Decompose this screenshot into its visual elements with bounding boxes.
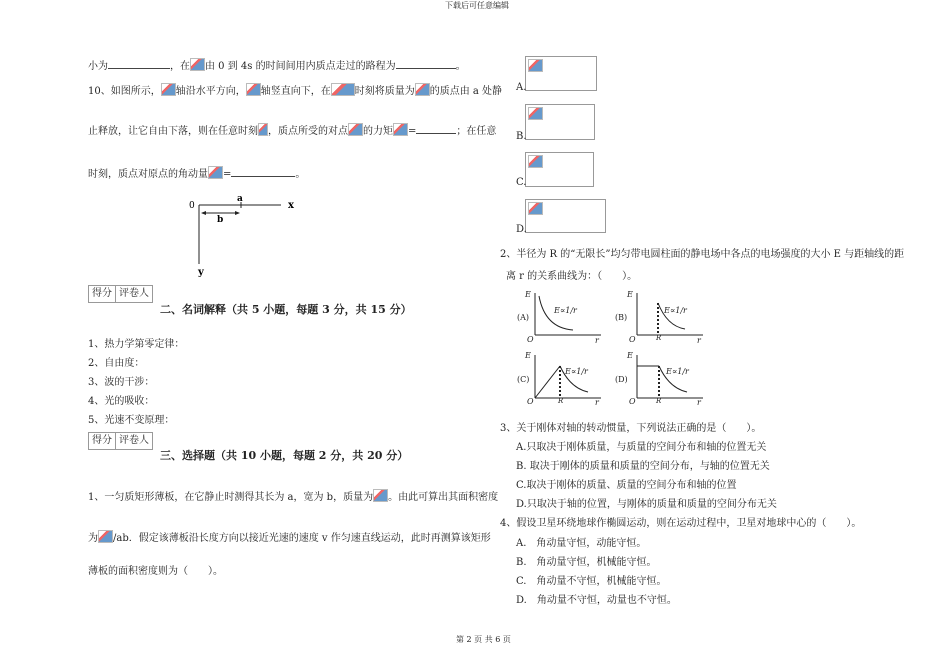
radius-r-label: R [656, 334, 662, 342]
option-a-image [525, 56, 597, 91]
page-footer: 第 2 页 共 6 页 [456, 635, 511, 644]
choice1-line2: 为 /ab．假定该薄板沿长度方向以接近光速的速度 v 作匀速直线运动，此时再测算该矩形 [88, 530, 491, 545]
formula-image [331, 83, 355, 96]
q10-line1: 10、如图所示， 轴沿水平方向， 轴竖直向下，在 时刻将质量为 的质点由 a 处静 [88, 83, 502, 98]
origin-o-label: O [629, 335, 636, 344]
q10-line2: 止释放，让它自由下落，则在任意时刻 ，质点所受的对点 的力矩 = ；在任意 [88, 123, 496, 138]
law-label: E∝1/r [666, 367, 689, 376]
score-box: 得分 评卷人 [88, 432, 153, 450]
option-c-image [525, 152, 594, 187]
term-4: 4、光的吸收： [88, 396, 155, 407]
law-label: E∝1/r [554, 306, 577, 315]
axis-r-label: r [697, 336, 701, 345]
term-1: 1、热力学第零定律： [88, 339, 185, 350]
q3-option-b: B. 取决于刚体的质量和质量的空间分布，与轴的位置无关 [516, 461, 770, 472]
axis-r-label: r [595, 398, 599, 407]
formula-image [161, 83, 176, 96]
origin-label: 0 [189, 201, 195, 211]
q4-option-a: A. 角动量守恒，动能守恒。 [516, 538, 647, 549]
term-2: 2、自由度： [88, 358, 145, 369]
option-b-label: B. [516, 131, 527, 142]
q9-tail-line: 小为 ，在 由 0 到 4s 的时间间用内质点走过的路程为 。 [88, 58, 466, 73]
radius-r-label: R [558, 397, 564, 405]
axes-figure [185, 192, 305, 278]
q4-option-c: C. 角动量不守恒，机械能守恒。 [516, 576, 667, 587]
formula-image [528, 59, 543, 72]
law-label: E∝1/r [565, 367, 588, 376]
axis-e-label: E [627, 351, 633, 360]
formula-image [373, 489, 388, 502]
section2-title: 二、名词解释（共 5 小题，每题 3 分，共 15 分） [160, 303, 412, 316]
point-a-label: a [237, 194, 243, 204]
q3-stem: 3、关于刚体对轴的转动惯量，下列说法正确的是（ ）。 [500, 423, 762, 434]
q3-option-c: C.取决于刚体的质量、质量的空间分布和轴的位置 [516, 480, 737, 491]
option-d-image [525, 199, 606, 233]
formula-image [208, 166, 223, 179]
q3-option-a: A.只取决于刚体质量，与质量的空间分布和轴的位置无关 [516, 442, 767, 453]
formula-image [415, 83, 430, 96]
option-a-label: A. [516, 82, 527, 93]
option-c-label: C. [516, 177, 527, 188]
graph-a-label: (A) [517, 313, 530, 322]
q4-option-b: B. 角动量守恒，机械能守恒。 [516, 557, 657, 568]
option-b-image [525, 104, 595, 140]
q3-option-d: D.只取决于轴的位置，与刚体的质量和质量的空间分布无关 [516, 499, 777, 510]
term-5: 5、光速不变原理： [88, 415, 175, 426]
q2-line1: 2、半径为 R 的“无限长”均匀带电圆柱面的静电场中各点的电场强度的大小 E 与距轴线的距 [500, 249, 905, 260]
axis-r-label: r [697, 398, 701, 407]
choice1-line3: 薄板的面积密度则为（ ）。 [88, 566, 223, 577]
radius-r-label: R [656, 397, 662, 405]
x-axis-label: x [288, 200, 294, 211]
axis-e-label: E [525, 290, 531, 299]
distance-b-label: b [217, 215, 224, 225]
graph-c-label: (C) [517, 375, 530, 384]
graph-b-label: (B) [615, 313, 628, 322]
origin-o-label: O [527, 397, 534, 406]
axis-e-label: E [627, 290, 633, 299]
q10-line3: 时刻，质点对原点的角动量 = 。 [88, 166, 305, 181]
law-label: E∝1/r [664, 306, 687, 315]
formula-image [258, 123, 268, 136]
field-curves-figure [515, 288, 710, 410]
formula-image [246, 83, 261, 96]
score-box: 得分 评卷人 [88, 285, 153, 303]
formula-image [190, 58, 205, 71]
axis-e-label: E [525, 351, 531, 360]
option-d-label: D. [516, 224, 527, 235]
term-3: 3、波的干涉： [88, 377, 155, 388]
graph-d-label: (D) [615, 375, 628, 384]
formula-image [528, 202, 543, 215]
formula-image [528, 155, 543, 168]
choice1-line1: 1、一匀质矩形薄板，在它静止时测得其长为 a，宽为 b，质量为 。由此可算出其面积密度 [88, 489, 498, 504]
formula-image [348, 123, 363, 136]
q4-option-d: D. 角动量不守恒，动量也不守恒。 [516, 595, 677, 606]
q4-stem: 4、假设卫星环绕地球作椭圆运动，则在运动过程中，卫星对地球中心的（ ）。 [500, 518, 862, 529]
origin-o-label: O [629, 397, 636, 406]
formula-image [98, 530, 113, 543]
page-header: 下载后可任意编辑 [445, 1, 509, 10]
y-axis-label: y [198, 267, 204, 278]
formula-image [528, 107, 543, 120]
formula-image [393, 123, 408, 136]
q2-line2: 离 r 的关系曲线为：（ ）。 [506, 271, 638, 282]
origin-o-label: O [527, 335, 534, 344]
section3-title: 三、选择题（共 10 小题，每题 2 分，共 20 分） [160, 449, 409, 462]
axis-r-label: r [595, 336, 599, 345]
